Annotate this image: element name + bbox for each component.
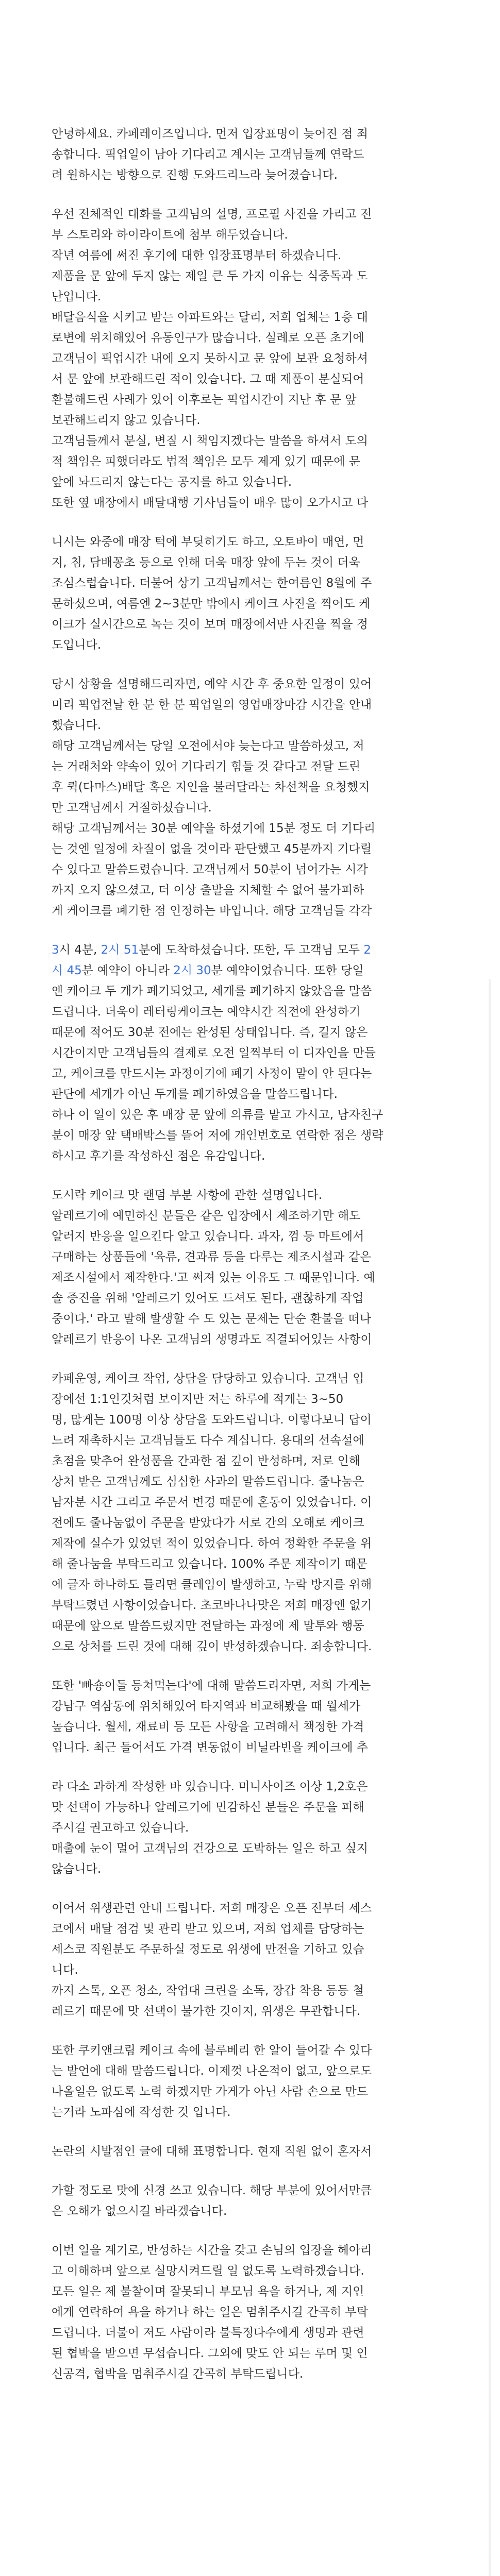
statement-line: 남자분 시간 그리고 주문서 변경 때문에 혼동이 있었습니다. 이 bbox=[52, 1496, 372, 1509]
statement-line: 솔 증진을 위해 '알레르기 있어도 드셔도 된다, 괜찮하게 작업 bbox=[52, 1292, 364, 1305]
statement-text: 분 예약이 아니라 bbox=[81, 964, 174, 977]
statement-line: 라 다소 과하게 작성한 바 있습니다. 미니사이즈 이상 1,2호은 bbox=[52, 1780, 368, 1793]
statement-line: 이번 일을 계기로, 반성하는 시간을 갖고 손님의 입장을 헤아리 bbox=[52, 2244, 372, 2257]
statement-paragraph bbox=[52, 1185, 459, 1350]
statement-paragraph bbox=[52, 124, 459, 185]
statement-line: 했습니다. bbox=[52, 719, 102, 732]
statement-line: 작년 여름에 써진 후기에 대한 입장표명부터 하겠습니다. bbox=[52, 249, 342, 262]
statement-line: 적 책임은 피했더라도 법적 책임은 모두 제게 있기 때문에 문 bbox=[52, 455, 361, 468]
statement-paragraph bbox=[52, 2141, 459, 2162]
statement-line: 고 이해하며 앞으로 실망시켜드릴 일 없도록 노력하겠습니다. bbox=[52, 2264, 364, 2278]
statement-paragraph bbox=[52, 2040, 459, 2123]
statement-line: 부 스토리와 하이라이트에 첨부 해두었습니다. bbox=[52, 228, 288, 242]
statement-line: 구매하는 상품들에 '육류, 견과류 등을 다루는 제조시설과 같은 bbox=[52, 1250, 372, 1264]
statement-line: 코에서 매달 점검 및 관리 받고 있으며, 저희 업체를 담당하는 bbox=[52, 1922, 364, 1936]
statement-line: 는 거래처와 약속이 있어 기다리기 힘들 것 같다고 전달 드린 bbox=[52, 760, 361, 773]
statement-line: 까지 스톡, 오픈 청소, 작업대 크린을 소독, 장갑 착용 등등 철 bbox=[52, 1984, 364, 1997]
statement-line: 앞에 놔드리지 않는다는 공지를 하고 있습니다. bbox=[52, 476, 292, 489]
statement-line: 알레르기 반응이 나온 고객님의 생명과도 직결되어있는 사항이 bbox=[52, 1333, 372, 1346]
statement-line: 상처 받은 고객님께도 심심한 사과의 말씀드립니다. 줄나눔은 bbox=[52, 1475, 364, 1488]
statement-line: 맛 선택이 가능하나 알레르기에 민감하신 분들은 주문을 피해 bbox=[52, 1801, 364, 1814]
statement-paragraph bbox=[52, 674, 459, 921]
statement-paragraph bbox=[52, 1368, 459, 1657]
statement-line: 논란의 시발점인 글에 대해 표명합니다. 현재 직원 없이 혼자서 bbox=[52, 2145, 372, 2158]
statement-line: 은 오해가 없으시길 바라겠습니다. bbox=[52, 2205, 227, 2218]
statement-line: 에 글자 하나하도 틀리면 클레임이 발생하고, 누락 방지를 위해 bbox=[52, 1578, 372, 1591]
statement-line: 환불해드린 사례가 있어 이후로는 픽업시간이 지난 후 문 앞 bbox=[52, 393, 357, 406]
statement-body bbox=[52, 124, 459, 2384]
statement-paragraph bbox=[52, 2180, 459, 2222]
statement-line: 는 발언에 대해 말씀드립니다. 이제껏 나온적이 없고, 앞으로도 bbox=[52, 2064, 372, 2078]
statement-line: 명, 많게는 100명 이상 상담을 도와드립니다. 이렇다보니 답이 bbox=[52, 1413, 372, 1427]
statement-line: 또한 '빠숑이들 등쳐먹는다'에 대해 말씀드리자면, 저희 가게는 bbox=[52, 1679, 371, 1692]
statement-line: 나올일은 없도록 노력 하겠지만 가게가 아닌 사람 손으로 만드 bbox=[52, 2085, 368, 2098]
statement-line: 가할 정도로 맛에 신경 쓰고 있습니다. 해당 부분에 있어서만큼 bbox=[52, 2184, 372, 2197]
statement-line: 문하셨으며, 여름엔 2~3분만 밖에서 케이크 사진을 찍어도 케 bbox=[52, 597, 371, 611]
statement-line: 중이다.' 라고 말해 발생할 수 도 있는 문제는 단순 환불을 떠나 bbox=[52, 1312, 371, 1326]
statement-line: 알러지 반응을 일으킨다 알고 있습니다. 과자, 껌 등 마트에서 bbox=[52, 1230, 364, 1243]
statement-line: 된 협박을 받으면 무섭습니다. 그외에 맞도 안 되는 루머 및 인 bbox=[52, 2347, 368, 2360]
statement-line: 서 문 앞에 보관해드린 적이 있습니다. 그 때 제품이 분실되어 bbox=[52, 372, 364, 386]
statement-line: 난입니다. bbox=[52, 290, 102, 303]
statement-line: 로변에 위치해있어 유동인구가 많습니다. 실례로 오픈 초기에 bbox=[52, 331, 364, 345]
statement-line: 만 고객님께서 거절하셨습니다. bbox=[52, 801, 212, 815]
statement-line: 안녕하세요. 카페레이즈입니다. 먼저 입장표명이 늦어진 점 죄 bbox=[52, 127, 368, 141]
statement-line: 않습니다. bbox=[52, 1862, 102, 1876]
statement-line: 는거라 노파심에 작성한 것 입니다. bbox=[52, 2106, 231, 2119]
statement-line: 수 있다고 말씀드렸습니다. 고객님께서 50분이 넘어가는 시각 bbox=[52, 863, 368, 876]
statement-text: 시 4분, bbox=[59, 943, 101, 957]
statement-line: 제조시설에서 제작한다.'고 써져 있는 이유도 그 때문입니다. 예 bbox=[52, 1271, 375, 1284]
statement-line: 보관해드리지 않고 있습니다. bbox=[52, 414, 201, 427]
statement-line: 으로 상처를 드린 것에 대해 깊이 반성하겠습니다. 죄송합니다. bbox=[52, 1640, 372, 1653]
statement-line: 조심스럽습니다. 더불어 상기 고객님께서는 한여름인 8월에 주 bbox=[52, 577, 372, 590]
statement-line: 이크가 실시간으로 녹는 것이 보며 매장에서만 사진을 찍을 정 bbox=[52, 618, 368, 631]
highlighted-time: 시 45 bbox=[52, 964, 82, 977]
statement-line: 해당 고객님께서는 30분 예약을 하셨기에 15분 정도 더 기다리 bbox=[52, 822, 376, 835]
statement-line: 이어서 위생관련 안내 드립니다. 저희 매장은 오픈 전부터 세스 bbox=[52, 1902, 372, 1915]
statement-line: 당시 상황을 설명해드리자면, 예약 시간 후 중요한 일정이 있어 bbox=[52, 677, 372, 691]
statement-line: 카페운영, 케이크 작업, 상담을 담당하고 있습니다. 고객님 입 bbox=[52, 1372, 364, 1385]
statement-line: 후 퀵(다마스)배달 혹은 지인을 불러달라는 차선책을 요청했지 bbox=[52, 781, 370, 794]
statement-paragraph bbox=[52, 2240, 459, 2384]
statement-line: 제작에 실수가 있었던 적이 있었습니다. 하여 정확한 주문을 위 bbox=[52, 1537, 372, 1550]
statement-line: 알레르기에 예민하신 분들은 같은 입장에서 제조하기만 해도 bbox=[52, 1209, 361, 1223]
statement-line: 도입니다. bbox=[52, 638, 102, 652]
statement-line: 려 원하시는 방향으로 진행 도와드리느라 늦어졌습니다. bbox=[52, 168, 338, 182]
statement-line: 입니다. 최근 들어서도 가격 변동없이 비닐라빈을 케이크에 추 bbox=[52, 1741, 368, 1754]
statement-line: 배달음식을 시키고 받는 아파트와는 달리, 저희 업체는 1층 대 bbox=[52, 311, 368, 324]
statement-text: 분에 도착하셨습니다. 또한, 두 고객님 모두 bbox=[139, 943, 364, 957]
statement-paragraph bbox=[52, 204, 459, 513]
statement-line: 매출에 눈이 멀어 고객님의 건강으로 도박하는 일은 하고 싶지 bbox=[52, 1842, 368, 1855]
statement-line: 또한 쿠키앤크림 케이크 속에 블루베리 한 알이 들어갈 수 있다 bbox=[52, 2044, 372, 2057]
statement-text: 분 예약이었습니다. 또한 당일 엔 케이크 두 개가 폐기되었고, 세개를 폐기하지 않았음을 말씀 드립니다. 더욱이 레터링케이크는 예약시간 직전에 완성하기 때문에 적어도 30분 전에는 완성된 상태입니다. 즉, 길지 않은 시간이지만 고객님들의 결제로 오전 일찍부터 이 디자인을 만들 고, 케이크를 만드시는 과정이기에 폐기 사정이 말이 안 된다는 판단에 세개가 아닌 두개를 폐기하였음을 말씀드립니다. 하나 이 일이 있은 후 매장 문 앞에 의류를 맡고 가시고, 남자친구 분이 매장 앞 택배박스를 뜯어 저에 개인번호로 연락한 점은 생략 하시고 후기를 작성하신 점은 유감입니다. bbox=[52, 964, 384, 1163]
statement-paragraph bbox=[52, 532, 459, 655]
statement-line: 장에선 1:1인것처럼 보이지만 저는 하루에 적게는 3~50 bbox=[52, 1393, 344, 1406]
statement-line: 드립니다. 더불어 저도 사람이라 불특정다수에게 생명과 관련 bbox=[52, 2326, 364, 2340]
statement-paragraph bbox=[52, 1675, 459, 1758]
statement-line: 느려 재촉하시는 고객님들도 다수 계십니다. 용대의 선속설에 bbox=[52, 1434, 364, 1447]
statement-line: 레르기 때문에 맛 선택이 불가한 것이지, 위생은 무관합니다. bbox=[52, 2005, 361, 2018]
statement-line: 주시길 권고하고 있습니다. bbox=[52, 1821, 189, 1835]
highlighted-time: 2 bbox=[363, 943, 371, 957]
statement-line: 강남구 역삼동에 위치해있어 타지역과 비교해봤을 때 월세가 bbox=[52, 1700, 361, 1713]
statement-line: 때문에 앞으로 말씀드렸지만 전달하는 과정에 제 말투와 행동 bbox=[52, 1619, 364, 1633]
statement-line: 지, 침, 담배꽁초 등으로 인해 더욱 매장 앞에 두는 것이 더욱 bbox=[52, 556, 360, 569]
statement-line: 신공격, 협박을 멈춰주시길 간곡히 부탁드립니다. bbox=[52, 2367, 304, 2381]
statement-line: 해 줄나눔을 부탁드리고 있습니다. 100% 주문 제작이기 때문 bbox=[52, 1557, 368, 1571]
statement-paragraph bbox=[52, 1898, 459, 2022]
highlighted-time: 2시 30 bbox=[173, 964, 211, 977]
statement-line: 우선 전체적인 대화를 고객님의 설명, 프로필 사진을 가리고 전 bbox=[52, 208, 372, 221]
statement-line: 또한 옆 매장에서 배달대행 기사님들이 매우 많이 오가시고 다 bbox=[52, 496, 368, 510]
statement-line: 니다. bbox=[52, 1963, 78, 1977]
statement-line: 송합니다. 픽업일이 남아 기다리고 계시는 고객님들께 연락드 bbox=[52, 148, 364, 161]
statement-line: 미리 픽업전날 한 분 한 분 픽업일의 영업매장마감 시간을 안내 bbox=[52, 698, 372, 711]
statement-line: 해당 고객님께서는 당일 오전에서야 늦는다고 말씀하셨고, 저 bbox=[52, 739, 364, 753]
statement-line: 전에도 줄나눔없이 주문을 받았다가 서로 간의 오해로 케이크 bbox=[52, 1516, 364, 1530]
highlighted-time: 2시 51 bbox=[101, 943, 139, 957]
statement-line: 고객님들께서 분실, 변질 시 책임지겠다는 말씀을 하셔서 도의 bbox=[52, 434, 368, 448]
statement-line: 모든 일은 제 불찰이며 잘못되니 부모님 욕을 하거나, 제 지인 bbox=[52, 2285, 364, 2298]
statement-line: 도시락 케이크 맛 랜덤 부분 사항에 관한 설명입니다. bbox=[52, 1189, 323, 1202]
statement-line: 고객님이 픽업시간 내에 오지 못하시고 문 앞에 보관 요청하셔 bbox=[52, 352, 368, 365]
statement-line: 제품을 문 앞에 두지 않는 제일 큰 두 가지 이유는 식중독과 도 bbox=[52, 269, 368, 283]
statement-paragraph bbox=[52, 1776, 459, 1879]
statement-line: 까지 오지 않으셨고, 더 이상 출발을 지체할 수 없어 불가피하 bbox=[52, 884, 364, 897]
statement-line: 세스코 직원분도 주문하실 정도로 위생에 만전을 기하고 있습 bbox=[52, 1943, 364, 1956]
highlighted-time: 3 bbox=[52, 943, 59, 957]
statement-line: 니시는 와중에 매장 턱에 부딪히기도 하고, 오토바이 매연, 먼 bbox=[52, 535, 364, 549]
statement-line: 게 케이크를 폐기한 점 인정하는 바입니다. 해당 고객님들 각각 bbox=[52, 904, 372, 918]
statement-line: 부탁드렸던 사항이었습니다. 초코바나나맛은 저희 매장엔 없기 bbox=[52, 1599, 372, 1612]
statement-paragraph bbox=[52, 940, 459, 1166]
statement-line: 에게 연락하여 욕을 하거나 하는 일은 멈춰주시길 간곡히 부탁 bbox=[52, 2306, 368, 2319]
scrollbar-track[interactable] bbox=[489, 979, 491, 2576]
statement-line: 초점을 맞추어 완성품을 간과한 점 깊이 반성하며, 저로 인해 bbox=[52, 1454, 361, 1468]
statement-line: 는 것엔 일정에 차질이 없을 것이라 판단했고 45분까지 기다릴 bbox=[52, 842, 372, 856]
statement-line: 높습니다. 월세, 재료비 등 모든 사항을 고려해서 책정한 가격 bbox=[52, 1720, 364, 1734]
